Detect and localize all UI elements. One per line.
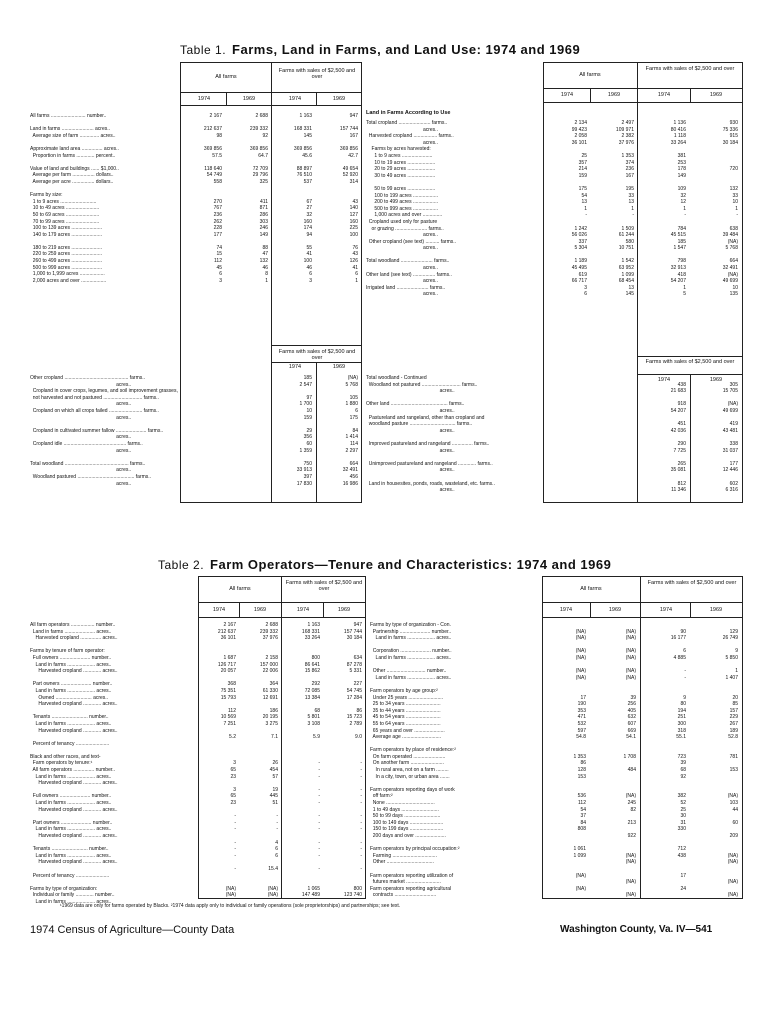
table2-number: Table 2. — [158, 558, 205, 572]
t1-year-1974-b: 1974 — [288, 96, 302, 102]
t1r-year-1969-b: 1969 — [709, 92, 723, 98]
t1-left-col-all-1969: 2 688 239 332 92 369 856 64.7 72 709 29 796 325 411 871 286 303 246 149 88 47 132 46 8 1 — [249, 113, 268, 284]
t2-right-col-all-1969: (NA) (NA) (NA) (NA) (NA) (NA) 39 256 405 632 607 669 54.1 1 708 484 (NA) 245 82 213 922 (NA) (NA) (NA) (NA) — [623, 628, 636, 899]
t2r-year-1969-b: 1969 — [709, 607, 723, 613]
t2r-year-1974-a: 1974 — [559, 607, 573, 613]
t2-year-1974-b: 1974 — [296, 607, 310, 613]
t1r-year-1969-a: 1969 — [607, 92, 621, 98]
page-footer-location: Washington County, Va. IV—541 — [560, 924, 713, 935]
table2-footnote: ¹1969 data are only for farms operated by Blacks. ²1974 data apply only to individual or family operations (sole proprietorships) and partnerships; see text. — [60, 903, 401, 909]
t1-lower-year-1969: 1969 — [332, 364, 346, 370]
t1-right-col-all-1974: 2 134 99 423 2 058 36 101 25 357 214 159 175 54 13 1 - 1 242 56 026 337 5 304 1 189 45 495 619 66 717 3 6 — [571, 120, 587, 298]
t1-lower-col-1969: (NA) 5 768 105 1 880 6 175 84 1 414 114 2 297 664 32 491 456 16 986 — [342, 375, 358, 487]
t2r-sales-header: Farms with sales of $2,500 and over — [647, 580, 737, 586]
t1-left-col-all-1974: 2 167 212 637 98 369 856 57.5 118 640 54 749 558 270 767 236 262 228 177 74 15 112 45 6 3 — [203, 113, 222, 284]
t2-right-col-sales-1969: 129 26 749 9 5 850 1 1 407 20 85 157 229 267 189 52.8 781 153 (NA) 103 44 60 209 (NA) (NA) (NA) (NA) — [722, 628, 738, 899]
t1-lower-right-col-1969: 305 15 705 (NA) 49 699 419 43 481 338 31 037 177 12 446 602 6 316 — [722, 381, 738, 494]
t2-sales-header: Farms with sales of $2,500 and over — [285, 580, 363, 592]
t2-right-col-all-1974: (NA) (NA) (NA) (NA) (NA) (NA) 17 190 353 471 532 597 54.8 1 353 86 128 153 536 112 54 37 84 808 1 061 1 099 (NA) (NA) — [573, 628, 586, 892]
t2-left-col-all-1974: 2 167 212 637 36 101 1 687 126 717 20 057 368 75 351 15 793 112 10 569 7 251 5.2 3 65 23 3 65 23 - - - - - - - (NA) (NA) — [217, 622, 236, 899]
t2r-all-farms-header: All farms — [580, 586, 602, 592]
t1-right-heading: Land in Farms According to Use — [366, 110, 451, 116]
t1-right-row-labels: Total cropland ....................... farms.. acres.. Harvested cropland ................. farms.. acres.. Farms by acres harvested: 1 to 9 acres ...................... 10 to 19 acres .................... 20 to 29 acres .................... 30 to 49 acres .................... 50 to 99 acres .................... 100 to 199 acres .................. 200 to 499 acres .................. 500 to 999 acres .................. 1,000 acres and over .............. Cropland used only for pasture or grazing ....................... farms.. acres.. Other cropland (see text) .......... farms.. acres.. Total woodland ....................... farms.. acres.. Other land (see text) ................ farms.. acres.. Irrigated land ....................... farms.. acres.. — [366, 120, 457, 298]
t2-left-col-sales-1974: 1 163 168 331 33 264 800 86 641 15 862 292 72 085 13 384 68 5 801 3 108 5.9 - - - - - - - - - - - - - 1 065 147 489 — [301, 622, 320, 899]
table1-title — [180, 42, 580, 57]
t2-left-col-all-1969: 2 688 239 332 37 976 2 158 157 000 22 006 364 61 330 12 691 186 20 195 3 275 7.1 26 454 57 19 445 51 - - - 4 6 6 15.4 (NA) (NA) — [259, 622, 278, 899]
t1-right-col-all-1969: 2 497 109 971 2 382 37 976 1 353 374 236 167 195 33 13 1 - 1 509 61 244 580 10 751 1 542 63 952 1 099 68 454 13 145 — [615, 120, 634, 298]
t1r-year-1974-a: 1974 — [560, 92, 574, 98]
t1-right-col-sales-1969: 930 75 336 915 30 184 720 132 33 10 1 - 638 39 484 (NA) 5 768 664 32 491 (NA) 49 699 10 135 — [722, 120, 738, 298]
table1-number: Table 1. — [180, 43, 227, 57]
t2-left-col-sales-1969: 947 157 744 30 184 634 87 278 5 331 227 54 745 17 284 86 15 723 2 789 9.0 - - - - - - - - - - - - - 800 123 740 — [343, 622, 362, 899]
t1-sales-header: Farms with sales of $2,500 and over — [278, 68, 356, 80]
t2r-year-1974-b: 1974 — [659, 607, 673, 613]
t1-lower-right-sales-header: Farms with sales of $2,500 and over — [645, 359, 735, 365]
t1r-sales-header: Farms with sales of $2,500 and over — [645, 66, 735, 72]
t1-lower-right-col-1974: 438 21 683 918 54 207 451 42 036 290 7 725 265 35 081 812 11 346 — [670, 381, 686, 494]
t1-lower-year-1974: 1974 — [288, 364, 302, 370]
table2-title-text: Farm Operators—Tenure and Characteristics: 1974 and 1969 — [210, 557, 612, 572]
t2r-year-1969-a: 1969 — [608, 607, 622, 613]
t1-right-col-sales-1974: 1 136 80 416 1 118 33 264 381 253 178 149 109 32 12 1 - 784 45 515 185 1 547 798 32 913 418 54 207 1 5 — [670, 120, 686, 298]
t1-year-1969-a: 1969 — [242, 96, 256, 102]
t2-year-1969-a: 1969 — [253, 607, 267, 613]
t2-all-farms-header: All farms — [229, 586, 251, 592]
t1-lower-col-1974: 185 2 547 97 1 700 10 159 29 356 60 1 359 750 33 913 397 17 830 — [296, 375, 312, 487]
t1-left-row-labels: All farms ......................... number.. Land in farms ....................... acres.. Average size of farm .............. acres.. Approximate land area ............... acres.. Proportion in farms ............. percent.. Value of land and buildings ...... $1,000.. Average per farm ................ dollars.. Average per acre ................ dollars.. Farms by size: 1 to 9 acres .......................... 10 to 49 acres ........................ 50 to 69 acres ........................ 70 to 99 acres ........................ 100 to 139 acres ...................... 140 to 179 acres ...................... 180 to 219 acres ...................... 220 to 259 acres ...................... 260 to 499 acres ...................... 500 to 999 acres ...................... 1,000 to 1,999 acres .................. 2,000 acres and over .................. — [30, 113, 119, 284]
t1-lower-right-row-labels: Total woodland - Continued Woodland not pastured ............................ farms.. acres.. Other land ......................................... farms.. acres.. Pastureland and rangeland, other than cropland and woodland pasture ................................. farms.. acres.. Improved pastureland and rangeland ............... farms.. acres.. Unimproved pastureland and rangeland ............. farms.. acres.. Land in housesites, ponds, roads, wasteland, etc. farms.. acres.. — [366, 375, 495, 494]
t2-year-1974-a: 1974 — [212, 607, 226, 613]
t1-left-col-sales-1969: 947 157 744 167 369 856 42.7 49 654 52 920 314 43 140 127 160 225 100 76 43 126 41 6 1 — [339, 113, 358, 284]
table2-title — [158, 557, 611, 572]
t1-all-farms-header: All farms — [215, 74, 237, 80]
t1-lower-sales-header: Farms with sales of $2,500 and over — [278, 349, 356, 361]
t2-year-1969-b: 1969 — [337, 607, 351, 613]
t1-lower-right-year-1974: 1974 — [657, 377, 671, 383]
t1-lower-row-labels: Other cropland .............................................. farms.. acres.. Cropland in cover crops, legumes, and soil improvement grasses, not harvested and not pastured ............................ farms.. acres.. Cropland on which all crops failed ........................ farms.. acres.. Cropland in cultivated summer fallow ...................... farms.. acres.. Cropland idle ............................................. farms.. acres.. Total woodland .............................................. farms.. acres.. Woodland pastured ......................................... farms.. acres.. — [30, 375, 178, 487]
t1r-year-1974-b: 1974 — [657, 92, 671, 98]
t1-year-1974-a: 1974 — [197, 96, 211, 102]
page-footer-source: 1974 Census of Agriculture—County Data — [30, 924, 235, 936]
t1r-all-farms-header: All farms — [579, 72, 601, 78]
t2-right-col-sales-1974: 90 16 177 6 4 885 - - 9 80 194 251 300 318 55.1 723 39 68 92 382 52 25 30 31 330 712 438 17 24 — [670, 628, 686, 892]
table1-title-text: Farms, Land in Farms, and Land Use: 1974 and 1969 — [232, 42, 581, 57]
t2-right-row-labels: Farms by type of organization - Con. Partnership ...................... number.. Land in farms .................... acres.. Corporation ...................... number.. Land in farms .................... acres.. Other ............................ number.. Land in farms .................... acres.. Farm operators by age group:² Under 25 years ......................... 25 to 34 years ......................... 35 to 44 years ......................... 45 to 54 years ......................... 55 to 64 years ......................... 65 years and over ...................... Average age ............................ Farm operators by place of residence:² On farm operated ....................... On another farm ........................ In rural area, not on a farm ......... In a city, town, or urban area ....... Farm operators reporting days of work off farm:² None ................................... 1 to 49 days ........................... 50 to 99 days .......................... 100 to 149 days ........................ 150 to 199 days ........................ 200 days and over ...................... Farm operators by principal occupation:² Farming ................................ Other .................................. Farm operators reporting utilization of futures market ......................... Farm operators reporting agricultural contracts .............................. — [370, 622, 460, 899]
t1-left-col-sales-1974: 1 163 168 331 145 369 856 45.6 88 897 76 510 537 67 27 32 160 174 94 55 41 100 46 6 3 — [293, 113, 312, 284]
t1-lower-right-year-1969: 1969 — [709, 377, 723, 383]
t2-left-row-labels: All farm operators ................. number.. Land in farms ...................... acres.. Harvested cropland ............... acres.. Farms by tenure of farm operator: Full owners ...................... number.. Land in farms .................... acres.. Harvested cropland ............. acres.. Part owners ...................... number.. Land in farms .................... acres.. Owned .......................... acres.. Harvested cropland ............. acres.. Tenants .......................... number.. Land in farms .................... acres.. Harvested cropland ............. acres.. Percent of tenancy ........................ Black and other races, and text- Farm operators by tenure:¹ All farm operators ............... number.. Land in farms .................... acres.. Harvested cropland ............. acres.. Full owners ...................... number.. Land in farms .................... acres.. Harvested cropland ............. acres.. Part owners ...................... number.. Land in farms .................... acres.. Harvested cropland ............. acres.. Tenants .......................... number.. Land in farms .................... acres.. Harvested cropland ............. acres.. Percent of tenancy ........................ Farms by type of organization: Individual or family ............. number.. Land in farms .................... acres.. — [30, 622, 118, 905]
t1-year-1969-b: 1969 — [332, 96, 346, 102]
